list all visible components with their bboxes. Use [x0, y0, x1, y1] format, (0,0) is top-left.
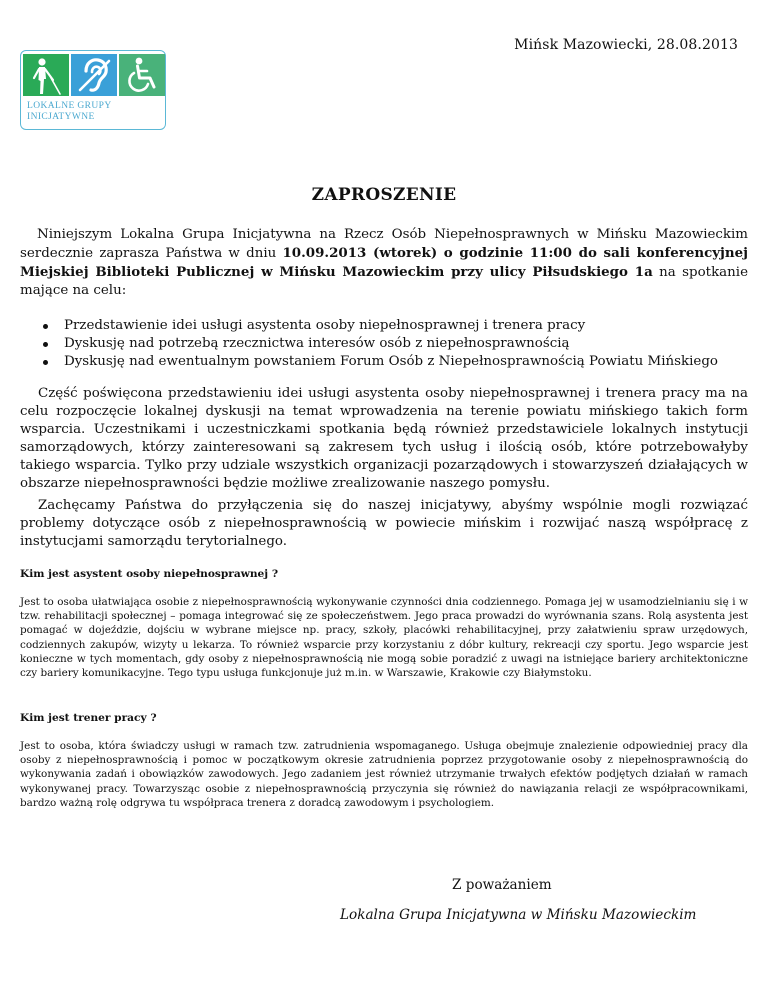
intro-paragraph	[20, 226, 748, 300]
wheelchair-icon	[119, 54, 165, 96]
paragraph-2: Część poświęcona przedstawieniu idei usługi asystenta osoby niepełnosprawnej i trenera pracy ma na celu rozpoczęcie lokalnej dyskusji na temat wprowadzenia na terenie powiatu mińskiego takich form wsparcia. Uczestnikami i uczestniczkami spotkania będą również przedstawiciele lokalnych instytucji samorządowych, którzy zainteresowani są zakresem tych usług i ilością osób, które potrzebowałyby takiego wsparcia. Tylko przy udziale wszystkich organizacji pozarządowych i stowarzyszeń działających w obszarze niepełnosprawności będzie możliwe zrealizowanie naszego pomysłu.	[20, 386, 748, 491]
logo-tile-blind	[23, 54, 69, 96]
blind-person-icon	[23, 54, 69, 96]
section-1-heading: Kim jest asystent osoby niepełnosprawnej ?	[20, 568, 279, 580]
logo-tile-wheelchair	[119, 54, 165, 96]
intro-bold-text: 10.09.2013 (wtorek) o godzinie 11:00 do sali konferencyjnej Miejskiej Biblioteki Publicznej w Mińsku Mazowieckim przy ulicy Piłsudskiego 1a	[20, 245, 748, 280]
intro-text-2: na spotkanie mające na celu:	[20, 265, 748, 298]
section-2-heading: Kim jest trener pracy ?	[20, 712, 157, 724]
logo-text	[27, 101, 112, 123]
intro-text-1: Niniejszym Lokalna Grupa Inicjatywna na Rzecz Osób Niepełnosprawnych w Mińsku Mazowieckim serdecznie zaprasza Państwa w dniu	[20, 227, 748, 261]
signature: Lokalna Grupa Inicjatywna w Mińsku Mazowieckim	[340, 907, 697, 923]
closing-text: Z poważaniem	[452, 877, 552, 893]
agenda-list	[42, 317, 742, 371]
agenda-item: Dyskusję nad potrzebą rzecznictwa interesów osób z niepełnosprawnością	[42, 335, 742, 353]
agenda-item: Przedstawienie idei usługi asystenta osoby niepełnosprawnej i trenera pracy	[42, 317, 742, 335]
logo-tiles	[23, 54, 165, 96]
logo-line-1: LOKALNE GRUPY	[27, 101, 112, 111]
logo	[20, 50, 166, 130]
logo-tile-hearing	[71, 54, 117, 96]
section-2-text: Jest to osoba, która świadczy usługi w ramach tzw. zatrudnienia wspomaganego. Usługa obejmuje znalezienie odpowiedniej pracy dla osoby z niepełnosprawnością i pomoc w początkowym okresie zatrudnienia poprzez przygotowanie osoby z niepełnosprawnością do wykonywania zadań i obowiązków zawodowych. Jego zadaniem jest również utrzymanie trwałych efektów podjętych działań w ramach wykonywanej pracy. Towarzysząc osobie z niepełnosprawnością przyczynia się również do nawiązania relacji ze współpracownikami, bardzo ważną rolę odgrywa tu współpraca trenera z doradcą zawodowym i psychologiem.	[20, 740, 748, 809]
paragraph-3: Zachęcamy Państwa do przyłączenia się do naszej inicjatywy, abyśmy wspólnie mogli rozwiązać problemy dotyczące osób z niepełnosprawnością w powiecie mińskim i rozwijać naszą współpracę z instytucjami samorządu terytorialnego.	[20, 498, 748, 549]
section-1-text: Jest to osoba ułatwiająca osobie z niepełnosprawnością wykonywanie czynności dnia codziennego. Pomaga jej w usamodzielnianiu się i w tzw. rehabilitacji społecznej – pomaga integrować się ze społeczeństwem. Jego praca prowadzi do wyrównania szans. Rolą asystenta jest pomagać w dojeździe, dojściu w wybrane miejsce np. pracy, szkoły, placówki rehabilitacyjnej, przy załatwieniu spraw urzędowych, codziennych zakupów, wizyty u lekarza. To również wsparcie przy korzystaniu z dóbr kultury, rekreacji czy sportu. Jego wsparcie jest konieczne w tych momentach, gdy osoby z niepełnosprawnością nie mogą sobie poradzić z uwagi na istniejące bariery architektoniczne czy bariery komunikacyjne. Tego typu usługa funkcjonuje już m.in. w Warszawie, Krakowie czy Białymstoku.	[20, 596, 748, 680]
hearing-impaired-icon	[71, 54, 117, 96]
logo-line-2: INICJATYWNE	[27, 112, 95, 122]
date-line: Mińsk Mazowiecki, 28.08.2013	[514, 37, 738, 53]
agenda-item: Dyskusję nad ewentualnym powstaniem Forum Osób z Niepełnosprawnością Powiatu Mińskiego	[42, 353, 742, 371]
document-title: ZAPROSZENIE	[311, 185, 457, 205]
